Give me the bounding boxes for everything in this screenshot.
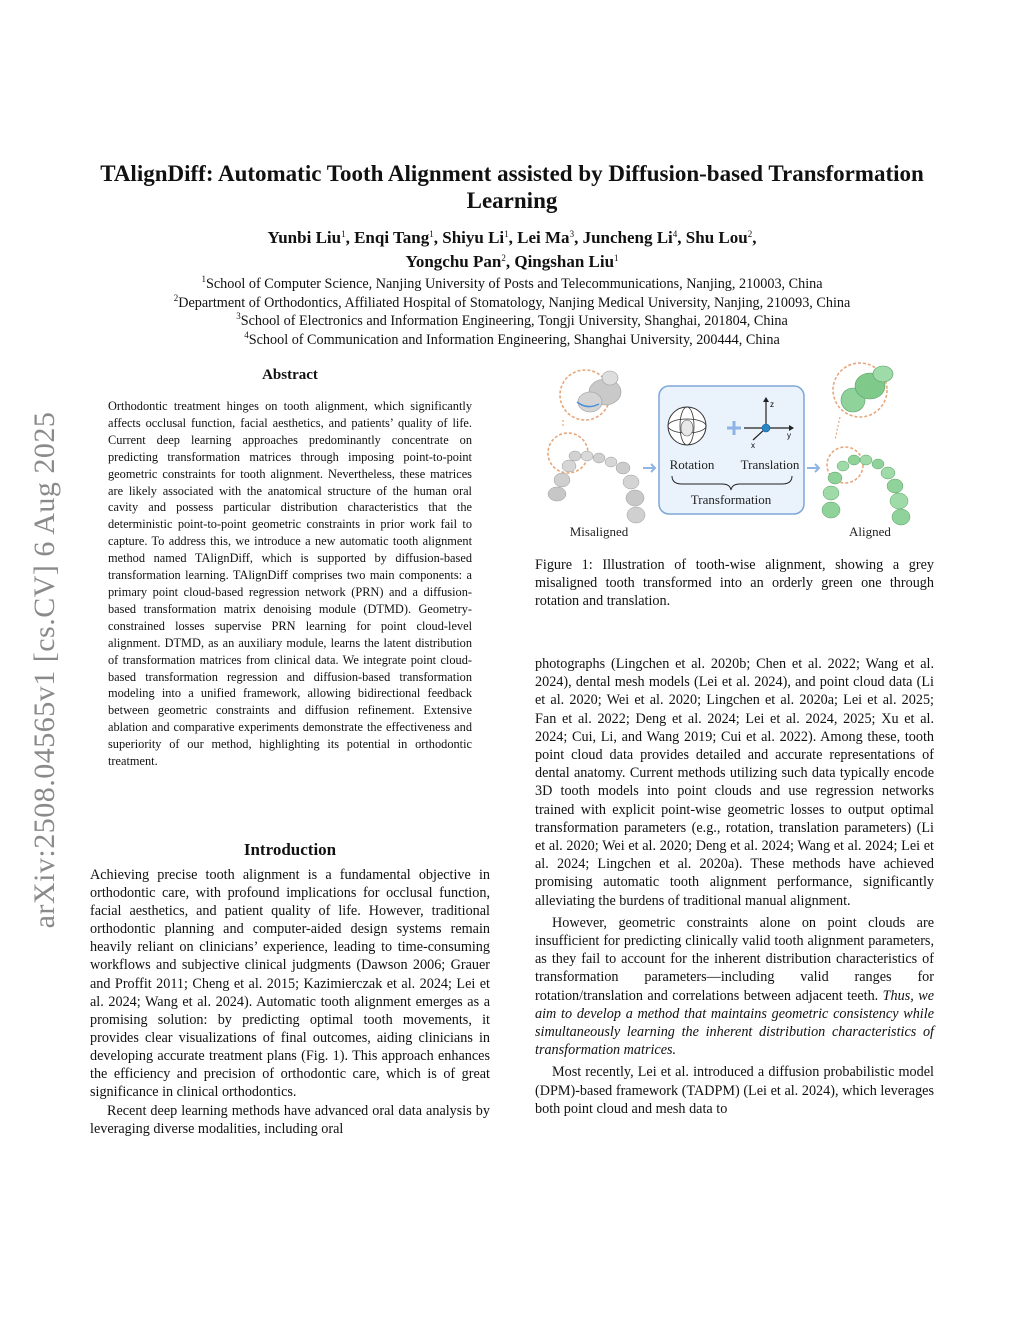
intro-paragraph: Achieving precise tooth alignment is a fundamental objective in orthodontic care, with profound implications for occlusal function, facial aesthetics, and patient quality of life. However, traditional orthodontic planning and computer-aided design systems remain heavily reliant on clinicians’ experience, leading to time-consuming workflows and subjective clinical judgments (Dawson 2006; Grauer and Proffit 2011; Cheng et al. 2015; Kazimierczak et al. 2024; Lei et al. 2024; Wang et al. 2024). Automatic tooth alignment emerges as a promising solution: by predicting optimal tooth movements, it provides clear visualizations of final outcomes, aiding clinicians in developing accurate treatment plans (Fig. 1). This approach enhances the efficiency and precision of orthodontic care, which is of great significance in clinical orthodontics. <box>90 867 490 1101</box>
author-name: Juncheng Li$^4$ <box>582 228 678 247</box>
author-name: Enqi Tang$^1$ <box>354 228 434 247</box>
axis-z-label: z <box>770 400 774 409</box>
figure-1-caption: Figure 1: Illustration of tooth-wise alignment, showing a grey misaligned tooth transformed into an orderly green one through rotation and translation. <box>535 557 934 610</box>
author-affiliation-mark: 4 <box>672 229 678 239</box>
author-name: Yunbi Liu$^1$ <box>267 228 346 247</box>
affiliation-line <box>90 294 934 313</box>
rotation-sphere-icon <box>668 407 706 445</box>
arxiv-sidebar-stamp <box>18 370 72 970</box>
figure-1-tooth-alignment <box>535 360 934 550</box>
misaligned-teeth-group <box>548 370 645 539</box>
body-paragraph <box>535 914 934 1060</box>
affiliation-text: School of Computer Science, Nanjing University of Posts and Telecommunications, Nanjing, 210003, China <box>205 276 823 292</box>
author-name: Shu Lou$^2$ <box>685 228 753 247</box>
author-affiliation-mark: 1 <box>614 253 619 263</box>
paper-title: TAlignDiff: Automatic Tooth Alignment assisted by Diffusion-based Transformation Learning <box>100 161 924 213</box>
introduction-body <box>90 866 490 1138</box>
affiliation-text: School of Electronics and Information Engineering, Tongji University, Shanghai, 201804, China <box>240 313 788 330</box>
grey-tooth <box>602 371 618 385</box>
affiliation-text: Department of Orthodontics, Affiliated Hospital of Stomatology, Nanjing Medical University, Nanjing, 210093, China <box>178 294 851 311</box>
affiliation-list <box>90 275 934 349</box>
abstract-body: Orthodontic treatment hinges on tooth alignment, which significantly affects occlusal function, facial aesthetics, and patients’ quality of life. Current deep learning approaches predominantly concentrate on predicting transformation matrices through imposing point-to-point geometric constraints for tooth alignment. Nevertheless, these matrices are likely associated with the anatomical structure of the human oral cavity and possess particular distribution characteristics that the deterministic point-to-point geometric constraints in prior work fail to capture. To address this, we introduce a new automatic tooth alignment method named TAlignDiff, which is supported by diffusion-based transformation learning. TAlignDiff comprises two main components: a primary point cloud-based regression network (PRN) and a diffusion-based transformation matrix denoising module (DTMD). Geometry-constrained losses supervise PRN learning for point cloud-level alignment. DTMD, as an auxiliary module, learns the latent distribution of transformation matrices from clinical data. We integrate point cloud-based transformation regression and diffusion-based transformation modeling into a unified framework, allowing bidirectional feedback between geometric constraints and diffusion refinement. Extensive ablation and comparative experiments demonstrate the effectiveness and superiority of our method, highlighting its potential in orthodontic treatment. <box>108 399 472 769</box>
aligned-teeth-group <box>822 363 910 539</box>
author-name: Lei Ma$^3$ <box>517 228 575 247</box>
affiliation-line <box>90 312 934 331</box>
author-affiliation-mark: 2 <box>747 229 753 239</box>
author-affiliation-mark: 1 <box>504 229 509 239</box>
transformation-panel <box>659 386 804 514</box>
transformation-label: Transformation <box>690 492 772 507</box>
flow-arrow-icon <box>807 464 819 472</box>
body-emphasis: Thus, we aim to develop a method that maintains geometric consistency while simultaneously learning the inherent distribution characteristics of transformation matrices. <box>535 987 934 1059</box>
abstract-heading: Abstract <box>262 367 318 383</box>
body-paragraph: Most recently, Lei et al. introduced a diffusion probabilistic model (DPM)-based framework (TADPM) (Lei et al. 2024), which leverages both point cloud and mesh data to <box>535 1064 934 1117</box>
body-paragraph: photographs (Lingchen et al. 2020b; Chen et al. 2022; Wang et al. 2024), dental mesh models (Lei et al. 2024), and point cloud data (Li et al. 2020; Wei et al. 2020; Lingchen et al. 2020a; Lei et al. 2025; Fan et al. 2022; Deng et al. 2024; Lei et al. 2024, 2025; Xu et al. 2024; Cui, Li, and Wang 2019; Cui et al. 2022). Among these, tooth point cloud data provides detailed and accurate representations of dental anatomy. Current methods utilizing such data typically encode 3D tooth models into point clouds and use regression networks trained with explicit point-wise geometric losses to output optimal transformation parameters (e.g., rotation, translation parameters) (Li et al. 2020; Wei et al. 2020; Deng et al. 2024; Wang et al. 2024; Lei et al. 2024; Lingchen et al. 2020a). These methods have achieved promising automatic tooth alignment performance, significantly alleviating the burdens of traditional manual alignment. <box>535 656 934 909</box>
translation-label: Translation <box>740 457 800 472</box>
body-text: However, geometric constraints alone on point clouds are insufficient for predicting clinically valid tooth alignment parameters, as they fail to account for the inherent distribution characteristics of transformation parameters—including valid ranges for rotation/translation and correlations between adjacent teeth. <box>535 914 934 1004</box>
affiliation-mark: 3 <box>236 311 241 322</box>
author-affiliation-mark: 1 <box>341 229 346 239</box>
author-name: Qingshan Liu$^1$ <box>514 252 619 271</box>
axis-y-label: y <box>787 431 791 440</box>
introduction-heading: Introduction <box>243 840 337 859</box>
misaligned-label: Misaligned <box>569 524 629 539</box>
arxiv-id: arXiv:2508.04565v1 [cs.CV] 6 Aug 2025 <box>28 411 61 929</box>
author-name: Yongchu Pan$^2$ <box>405 252 506 271</box>
rotation-label: Rotation <box>669 457 715 472</box>
green-tooth <box>873 366 893 382</box>
affiliation-mark: 2 <box>173 292 179 303</box>
intro-paragraph: Recent deep learning methods have advanced oral data analysis by leveraging diverse modalities, including oral <box>90 1103 490 1138</box>
affiliation-mark: 1 <box>201 274 206 284</box>
aligned-label: Aligned <box>849 524 891 539</box>
axis-x-label: x <box>751 441 755 450</box>
author-name: Shiyu Li$^1$ <box>442 228 509 247</box>
flow-arrow-icon <box>643 464 655 472</box>
author-affiliation-mark: 1 <box>429 229 434 239</box>
affiliation-line <box>90 275 934 294</box>
affiliation-line <box>90 331 934 350</box>
affiliation-mark: 4 <box>244 329 249 340</box>
author-affiliation-mark: 2 <box>501 253 506 263</box>
author-list: Yunbi Liu$^1$, Enqi Tang$^1$, Shiyu Li$^1$, Lei Ma$^3$, Juncheng Li$^4$, Shu Lou$^2$, Yongchu Pan$^2$, Qingshan Liu$^1$ <box>267 228 757 271</box>
grey-tooth <box>578 392 602 412</box>
author-affiliation-mark: 3 <box>569 229 575 239</box>
affiliation-text: School of Communication and Information Engineering, Shanghai University, 200444, China <box>248 331 780 348</box>
right-column-body <box>535 655 934 1118</box>
